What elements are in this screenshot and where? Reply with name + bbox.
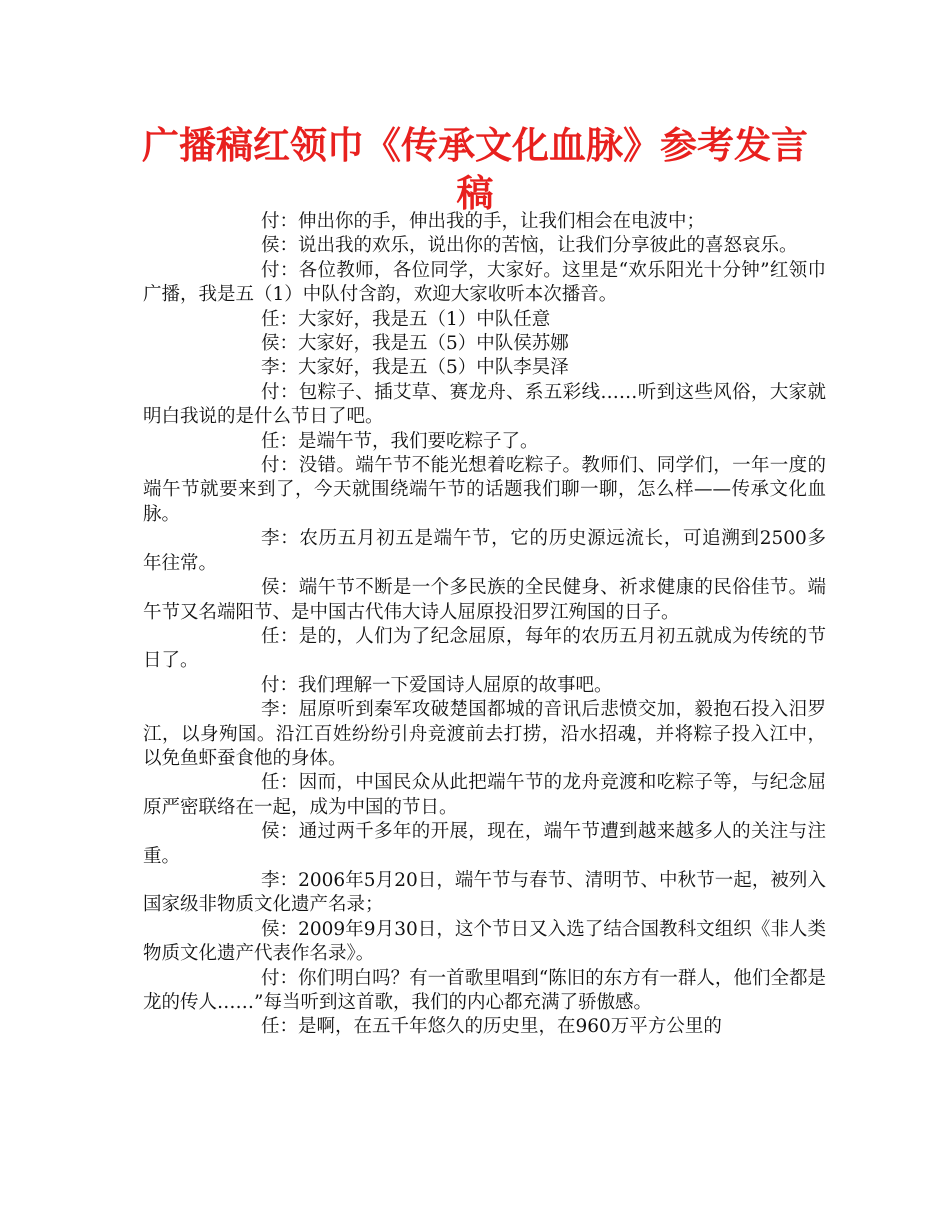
- paragraph: 侯：大家好，我是五（5）中队侯苏娜: [261, 333, 569, 355]
- paragraph: 任：是端午节，我们要吃粽子了。: [261, 430, 539, 452]
- document-title: 广播稿红领巾《传承文化血脉》参考发言稿: [142, 124, 808, 215]
- paragraph: 任：因而，中国民众从此把端午节的龙舟竞渡和吃粽子等，与纪念屈原严密联络在一起，成为中国的节日。: [143, 772, 826, 818]
- paragraph: 李：大家好，我是五（5）中队李昊泽: [261, 357, 569, 379]
- paragraph: 付：没错。端午节不能光想着吃粽子。教师们、同学们，一年一度的端午节就要来到了，今天就围绕端午节的话题我们聊一聊，怎么样——传承文化血脉。: [143, 455, 826, 525]
- paragraph: 付：伸出你的手，伸出我的手，让我们相会在电波中；: [261, 211, 706, 232]
- paragraph: 李：屈原听到秦军攻破楚国都城的音讯后悲愤交加，毅抱石投入汨罗江，以身殉国。沿江百姓纷纷引舟竞渡前去打捞，沿水招魂，并将粽子投入江中，以免鱼虾蚕食他的身体。: [143, 699, 826, 769]
- paragraph: 任：是的，人们为了纪念屈原，每年的农历五月初五就成为传统的节日了。: [143, 625, 826, 672]
- paragraph: 李：2006年5月20日，端午节与春节、清明节、中秋节一起，被列入国家级非物质文化遗产名录；: [143, 869, 826, 916]
- paragraph: 付：包粽子、插艾草、赛龙舟、系五彩线……听到这些风俗，大家就明白我说的是什么节日了吧。: [143, 381, 826, 428]
- paragraph: 侯：2009年9月30日，这个节日又入选了结合国教科文组织《非人类物质文化遗产代表作名录》。: [143, 918, 826, 965]
- paragraph: 侯：通过两千多年的开展，现在，端午节遭到越来越多人的关注与注重。: [143, 821, 826, 867]
- paragraph: 李：农历五月初五是端午节，它的历史源远流长，可追溯到2500多年往常。: [143, 528, 826, 574]
- paragraph: 侯：端午节不断是一个多民族的全民健身、祈求健康的民俗佳节。端午节又名端阳节、是中国古代伟大诗人屈原投汨罗江殉国的日子。: [143, 577, 826, 623]
- paragraph: 任：大家好，我是五（1）中队任意: [261, 308, 551, 330]
- paragraph: 侯：说出我的欢乐，说出你的苦恼，让我们分享彼此的喜怒哀乐。: [261, 235, 798, 257]
- document-body: [143, 210, 826, 1040]
- paragraph: 任：是啊，在五千年悠久的历史里，在960万平方公里的: [261, 1016, 722, 1038]
- paragraph: 付：我们理解一下爱国诗人屈原的故事吧。: [261, 674, 613, 696]
- paragraph: 付：你们明白吗？有一首歌里唱到“陈旧的东方有一群人，他们全都是龙的传人……”每当听到这首歌，我们的内心都充满了骄傲感。: [143, 967, 826, 1013]
- paragraph: 付：各位教师，各位同学，大家好。这里是“欢乐阳光十分钟”红领巾广播，我是五（1）中队付含韵，欢迎大家收听本次播音。: [143, 259, 826, 306]
